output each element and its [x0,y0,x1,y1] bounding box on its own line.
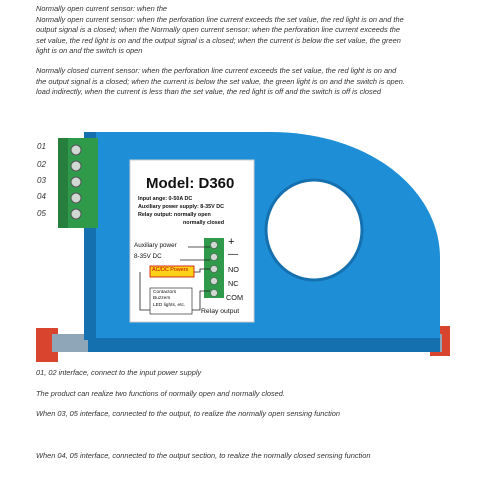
spec-relay-closed: normally closed [183,220,225,226]
acdc-label: AC/DC Powers [152,267,189,273]
text-line: output signal is a closed; when the Normally open current sensor: when the perforation line current exceeds the [36,25,400,35]
text-line: light is on and the switch is open [36,46,143,56]
pin-label: 05 [37,209,46,218]
text-line: set value, the red light is on and the output signal is a closed; when the current is below the set value, the green [36,35,401,45]
text-line: Normally open current sensor: when the perforation line current exceeds the set value, the red light is on and the [36,14,404,24]
minus-symbol: — [228,249,238,260]
plus-symbol: + [228,236,235,248]
text-line: Normally open current sensor: when the [36,4,168,13]
spec-relay: Relay output: normally open [138,212,211,218]
load-line: Contactors [153,290,177,295]
com-label: COM [226,293,244,302]
caption-normally-closed: When 04, 05 interface, connected to the output section, to realize the normally closed sensing function [36,451,371,460]
text-line: load indirectly, when the current is less than the set value, the red light is off and the switch is off is closed [36,87,381,97]
text-line: the output signal is a closed; when the current is below the set value, the green light is on and the switch is open. [36,76,405,86]
spec-input: Input ange: 0-50A DC [138,196,193,202]
pin-label: 02 [37,160,46,169]
spec-aux: Auxiliary power supply: 8-35V DC [138,204,224,210]
model-title: Model: D360 [146,175,235,192]
aux-voltage-label: 8-35V DC [134,253,162,260]
pin-label: 04 [37,192,46,201]
load-label [153,290,185,309]
caption-normally-open: When 03, 05 interface, connected to the output, to realize the normally open sensing function [36,409,341,418]
no-label: NO [228,265,239,274]
caption-functions: The product can realize two functions of normally open and normally closed. [36,389,285,398]
sensor-base [88,338,440,352]
aux-power-label: Auxiliary power [134,242,177,249]
pin-label: 03 [37,176,46,185]
caption-input-power: 01, 02 interface, connect to the input power supply [36,368,202,377]
terminal-block-side [58,138,68,228]
nc-label: NC [228,279,239,288]
load-line: Buzzers [153,296,171,302]
relay-output-label: Relay output [201,308,240,315]
text-line: Normally closed current sensor: when the perforation line current exceeds the set value, the red light is on and [36,66,397,75]
load-line: LED lights, etc. [153,302,186,308]
pin-label: 01 [37,142,46,151]
